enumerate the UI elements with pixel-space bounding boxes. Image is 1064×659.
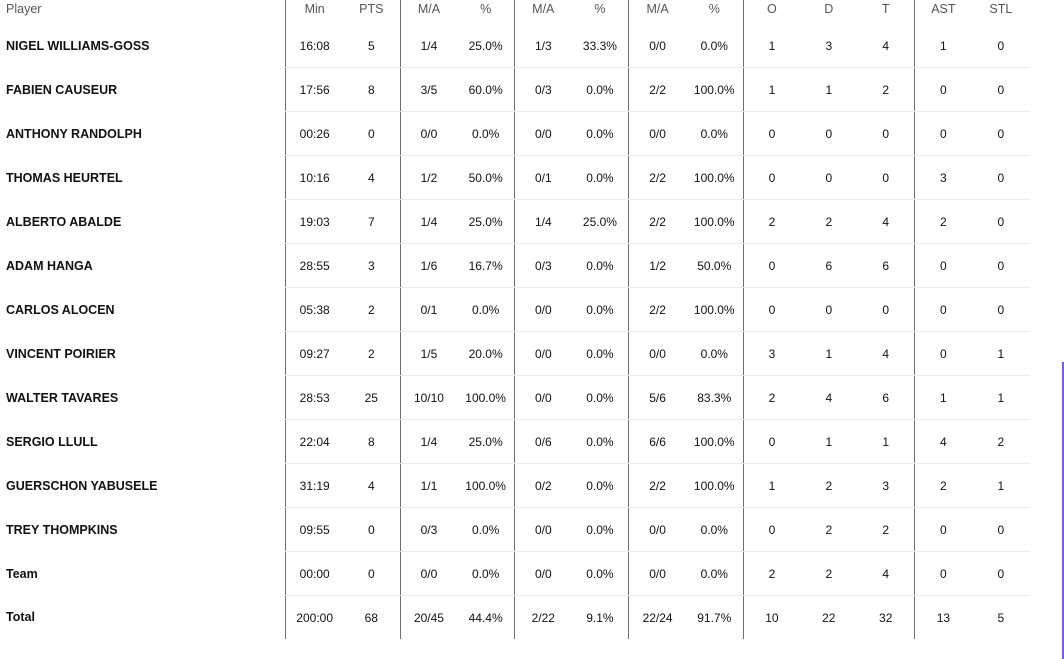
defensive-rebounds-cell: 1 <box>800 332 857 376</box>
ft-pct-cell: 0.0% <box>686 332 743 376</box>
steals-cell: 0 <box>972 508 1030 552</box>
table-row <box>0 596 1030 640</box>
column-header-min[interactable]: Min <box>286 0 343 24</box>
table-row <box>0 68 1030 112</box>
two-pt-made-attempted-cell: 0/1 <box>400 288 457 332</box>
two-pt-pct-cell: 20.0% <box>457 332 514 376</box>
three-pt-pct-cell: 0.0% <box>572 552 629 596</box>
steals-cell: 5 <box>997 610 1005 625</box>
ft-made-attempted-cell: 2/2 <box>629 68 686 112</box>
player-name-cell[interactable]: THOMAS HEURTEL <box>6 170 123 185</box>
ft-pct-cell: 0.0% <box>686 112 743 156</box>
three-pt-made-attempted-cell: 0/6 <box>514 420 571 464</box>
assists-cell: 0 <box>915 288 972 332</box>
column-header-pts[interactable]: PTS <box>359 2 384 16</box>
points-cell: 25 <box>343 376 400 420</box>
two-pt-pct-cell: 0.0% <box>457 508 514 552</box>
player-name-cell[interactable]: FABIEN CAUSEUR <box>6 82 118 97</box>
ft-pct-cell: 0.0% <box>686 508 743 552</box>
two-pt-pct-cell: 60.0% <box>457 68 514 112</box>
ft-made-attempted-cell: 0/0 <box>629 552 686 596</box>
ft-pct-cell: 0.0% <box>686 552 743 596</box>
ft-made-attempted-cell: 0/0 <box>629 332 686 376</box>
minutes-cell: 09:27 <box>286 332 343 376</box>
ft-pct-cell: 100.0% <box>686 464 743 508</box>
ft-made-attempted-cell: 2/2 <box>629 464 686 508</box>
defensive-rebounds-cell: 3 <box>800 24 857 68</box>
two-pt-made-attempted-cell: 10/10 <box>400 376 457 420</box>
two-pt-pct-cell: 25.0% <box>457 420 514 464</box>
minutes-cell: 17:56 <box>286 68 343 112</box>
column-header-ft-pct[interactable]: % <box>708 2 720 16</box>
offensive-rebounds-cell: 1 <box>743 464 800 508</box>
column-header-total-rebounds[interactable]: T <box>881 2 890 16</box>
offensive-rebounds-cell: 0 <box>743 420 800 464</box>
points-cell: 0 <box>343 112 400 156</box>
points-cell: 4 <box>343 464 400 508</box>
total-rebounds-cell: 3 <box>857 464 914 508</box>
three-pt-pct-cell: 0.0% <box>572 68 629 112</box>
defensive-rebounds-cell: 0 <box>800 112 857 156</box>
three-pt-pct-cell: 9.1% <box>586 610 614 625</box>
assists-cell: 4 <box>915 420 972 464</box>
three-pt-made-attempted-cell: 0/0 <box>514 552 571 596</box>
offensive-rebounds-cell: 10 <box>743 596 800 640</box>
three-pt-made-attempted-cell: 0/2 <box>514 464 571 508</box>
assists-cell: 2 <box>915 464 972 508</box>
three-pt-pct-cell: 0.0% <box>572 244 629 288</box>
minutes-cell: 28:55 <box>286 244 343 288</box>
two-pt-pct-cell: 0.0% <box>457 288 514 332</box>
three-pt-pct-cell: 33.3% <box>572 24 629 68</box>
points-cell: 4 <box>343 156 400 200</box>
player-name-cell[interactable]: ALBERTO ABALDE <box>6 214 122 229</box>
offensive-rebounds-cell: 2 <box>743 200 800 244</box>
points-cell: 7 <box>343 200 400 244</box>
total-rebounds-cell: 4 <box>857 200 914 244</box>
three-pt-made-attempted-cell: 0/1 <box>514 156 571 200</box>
points-cell: 8 <box>343 420 400 464</box>
two-pt-made-attempted-cell: 1/2 <box>400 156 457 200</box>
table-row <box>0 552 1030 596</box>
steals-cell: 0 <box>972 288 1030 332</box>
three-pt-pct-cell: 0.0% <box>572 508 629 552</box>
player-rows <box>0 24 1030 639</box>
three-pt-made-attempted-cell: 0/0 <box>514 112 571 156</box>
column-header-steals[interactable]: STL <box>989 2 1013 16</box>
three-pt-pct-cell: 0.0% <box>572 156 629 200</box>
minutes-cell: 09:55 <box>286 508 343 552</box>
three-pt-made-attempted-cell: 1/4 <box>514 200 571 244</box>
column-header-3pt-made-attempted[interactable]: M/A <box>514 0 571 24</box>
ft-made-attempted-cell: 6/6 <box>629 420 686 464</box>
two-pt-pct-cell: 0.0% <box>457 552 514 596</box>
ft-made-attempted-cell: 2/2 <box>629 156 686 200</box>
table-row <box>0 112 1030 156</box>
three-pt-pct-cell: 0.0% <box>572 112 629 156</box>
total-rebounds-cell: 0 <box>857 288 914 332</box>
assists-cell: 1 <box>915 24 972 68</box>
points-cell: 2 <box>343 288 400 332</box>
table-row <box>0 376 1030 420</box>
total-rebounds-cell: 32 <box>879 610 893 625</box>
offensive-rebounds-cell: 0 <box>743 288 800 332</box>
defensive-rebounds-cell: 4 <box>800 376 857 420</box>
steals-cell: 1 <box>972 376 1030 420</box>
total-rebounds-cell: 4 <box>857 332 914 376</box>
assists-cell: 0 <box>915 244 972 288</box>
two-pt-made-attempted-cell: 0/3 <box>400 508 457 552</box>
player-name-cell[interactable]: GUERSCHON YABUSELE <box>6 478 158 493</box>
ft-made-attempted-cell: 22/24 <box>629 596 686 640</box>
assists-cell: 13 <box>915 596 972 640</box>
minutes-cell: 16:08 <box>286 24 343 68</box>
ft-pct-cell: 50.0% <box>686 244 743 288</box>
ft-made-attempted-cell: 2/2 <box>629 200 686 244</box>
offensive-rebounds-cell: 1 <box>743 24 800 68</box>
two-pt-pct-cell: 44.4% <box>468 610 503 625</box>
column-header-offensive-rebounds[interactable]: O <box>743 0 800 24</box>
minutes-cell: 00:26 <box>286 112 343 156</box>
player-name-cell[interactable]: Team <box>6 566 38 581</box>
offensive-rebounds-cell: 3 <box>743 332 800 376</box>
minutes-cell: 19:03 <box>286 200 343 244</box>
points-cell: 5 <box>343 24 400 68</box>
steals-cell: 0 <box>972 200 1030 244</box>
three-pt-made-attempted-cell: 0/0 <box>514 288 571 332</box>
player-name-cell[interactable]: SERGIO LLULL <box>6 434 98 449</box>
table-row <box>0 200 1030 244</box>
total-rebounds-cell: 0 <box>857 156 914 200</box>
assists-cell: 0 <box>915 332 972 376</box>
defensive-rebounds-cell: 2 <box>800 200 857 244</box>
steals-cell: 0 <box>972 552 1030 596</box>
player-name-cell[interactable]: Total <box>6 610 35 625</box>
two-pt-made-attempted-cell: 3/5 <box>400 68 457 112</box>
ft-made-attempted-cell: 0/0 <box>629 24 686 68</box>
two-pt-made-attempted-cell: 1/5 <box>400 332 457 376</box>
ft-pct-cell: 100.0% <box>686 200 743 244</box>
two-pt-made-attempted-cell: 1/4 <box>400 420 457 464</box>
ft-made-attempted-cell: 2/2 <box>629 288 686 332</box>
player-name-cell[interactable]: TREY THOMPKINS <box>6 522 118 537</box>
defensive-rebounds-cell: 0 <box>800 156 857 200</box>
total-rebounds-cell: 2 <box>857 508 914 552</box>
defensive-rebounds-cell: 2 <box>800 508 857 552</box>
minutes-cell: 28:53 <box>286 376 343 420</box>
ft-made-attempted-cell: 5/6 <box>629 376 686 420</box>
column-header-assists[interactable]: AST <box>915 0 972 24</box>
defensive-rebounds-cell: 0 <box>800 288 857 332</box>
points-cell: 0 <box>343 552 400 596</box>
offensive-rebounds-cell: 0 <box>743 508 800 552</box>
offensive-rebounds-cell: 1 <box>743 68 800 112</box>
two-pt-pct-cell: 25.0% <box>457 24 514 68</box>
three-pt-made-attempted-cell: 0/0 <box>514 332 571 376</box>
table-row <box>0 244 1030 288</box>
two-pt-made-attempted-cell: 1/1 <box>400 464 457 508</box>
assists-cell: 0 <box>915 552 972 596</box>
header-row <box>0 0 1030 24</box>
two-pt-pct-cell: 16.7% <box>457 244 514 288</box>
three-pt-pct-cell: 0.0% <box>572 420 629 464</box>
offensive-rebounds-cell: 0 <box>743 156 800 200</box>
ft-pct-cell: 83.3% <box>686 376 743 420</box>
table-row <box>0 332 1030 376</box>
total-rebounds-cell: 6 <box>857 376 914 420</box>
table-row <box>0 508 1030 552</box>
player-name-cell[interactable]: NIGEL WILLIAMS-GOSS <box>6 38 150 53</box>
steals-cell: 1 <box>972 464 1030 508</box>
offensive-rebounds-cell: 0 <box>743 112 800 156</box>
two-pt-made-attempted-cell: 0/0 <box>400 112 457 156</box>
points-cell: 68 <box>364 610 378 625</box>
three-pt-made-attempted-cell: 0/0 <box>514 508 571 552</box>
two-pt-made-attempted-cell: 1/4 <box>400 200 457 244</box>
ft-pct-cell: 100.0% <box>686 288 743 332</box>
assists-cell: 0 <box>915 508 972 552</box>
defensive-rebounds-cell: 2 <box>800 552 857 596</box>
three-pt-made-attempted-cell: 0/3 <box>514 244 571 288</box>
ft-pct-cell: 100.0% <box>686 420 743 464</box>
ft-pct-cell: 91.7% <box>697 610 732 625</box>
column-header-2pt-made-attempted[interactable]: M/A <box>400 0 457 24</box>
column-header-ft-made-attempted[interactable]: M/A <box>629 0 686 24</box>
two-pt-made-attempted-cell: 1/4 <box>400 24 457 68</box>
offensive-rebounds-cell: 2 <box>743 552 800 596</box>
defensive-rebounds-cell: 1 <box>800 420 857 464</box>
player-name-cell[interactable]: WALTER TAVARES <box>6 390 119 405</box>
offensive-rebounds-cell: 2 <box>743 376 800 420</box>
player-name-cell[interactable]: ANTHONY RANDOLPH <box>6 126 142 141</box>
player-name-cell[interactable]: ADAM HANGA <box>6 258 93 273</box>
assists-cell: 0 <box>915 112 972 156</box>
steals-cell: 0 <box>972 244 1030 288</box>
steals-cell: 0 <box>972 24 1030 68</box>
column-header-2pt-pct[interactable]: % <box>480 2 492 16</box>
column-header-player[interactable]: Player <box>6 2 42 16</box>
table-row <box>0 24 1030 68</box>
assists-cell: 2 <box>915 200 972 244</box>
total-rebounds-cell: 0 <box>857 112 914 156</box>
two-pt-pct-cell: 100.0% <box>457 376 514 420</box>
three-pt-pct-cell: 0.0% <box>572 332 629 376</box>
table-row <box>0 464 1030 508</box>
ft-pct-cell: 100.0% <box>686 68 743 112</box>
ft-made-attempted-cell: 1/2 <box>629 244 686 288</box>
offensive-rebounds-cell: 0 <box>743 244 800 288</box>
steals-cell: 0 <box>972 68 1030 112</box>
two-pt-pct-cell: 50.0% <box>457 156 514 200</box>
three-pt-pct-cell: 0.0% <box>572 464 629 508</box>
three-pt-made-attempted-cell: 2/22 <box>514 596 571 640</box>
points-cell: 0 <box>343 508 400 552</box>
two-pt-made-attempted-cell: 0/0 <box>400 552 457 596</box>
total-rebounds-cell: 2 <box>857 68 914 112</box>
defensive-rebounds-cell: 22 <box>822 610 836 625</box>
three-pt-pct-cell: 0.0% <box>572 288 629 332</box>
points-cell: 3 <box>343 244 400 288</box>
two-pt-made-attempted-cell: 20/45 <box>400 596 457 640</box>
minutes-cell: 00:00 <box>286 552 343 596</box>
column-header-3pt-pct[interactable]: % <box>594 2 606 16</box>
assists-cell: 3 <box>915 156 972 200</box>
points-cell: 8 <box>343 68 400 112</box>
player-name-cell[interactable]: CARLOS ALOCEN <box>6 302 115 317</box>
two-pt-pct-cell: 100.0% <box>457 464 514 508</box>
defensive-rebounds-cell: 6 <box>800 244 857 288</box>
minutes-cell: 31:19 <box>286 464 343 508</box>
minutes-cell: 05:38 <box>286 288 343 332</box>
total-rebounds-cell: 4 <box>857 24 914 68</box>
table-row <box>0 156 1030 200</box>
defensive-rebounds-cell: 2 <box>800 464 857 508</box>
three-pt-made-attempted-cell: 0/0 <box>514 376 571 420</box>
table-row <box>0 420 1030 464</box>
ft-pct-cell: 100.0% <box>686 156 743 200</box>
ft-made-attempted-cell: 0/0 <box>629 112 686 156</box>
assists-cell: 0 <box>915 68 972 112</box>
table-row <box>0 288 1030 332</box>
total-rebounds-cell: 6 <box>857 244 914 288</box>
ft-made-attempted-cell: 0/0 <box>629 508 686 552</box>
two-pt-pct-cell: 25.0% <box>457 200 514 244</box>
two-pt-made-attempted-cell: 1/6 <box>400 244 457 288</box>
total-rebounds-cell: 4 <box>857 552 914 596</box>
three-pt-pct-cell: 0.0% <box>572 376 629 420</box>
steals-cell: 1 <box>972 332 1030 376</box>
minutes-cell: 10:16 <box>286 156 343 200</box>
two-pt-pct-cell: 0.0% <box>457 112 514 156</box>
steals-cell: 2 <box>972 420 1030 464</box>
three-pt-made-attempted-cell: 1/3 <box>514 24 571 68</box>
column-header-defensive-rebounds[interactable]: D <box>824 2 834 16</box>
three-pt-pct-cell: 25.0% <box>572 200 629 244</box>
total-rebounds-cell: 1 <box>857 420 914 464</box>
minutes-cell: 200:00 <box>286 596 343 640</box>
assists-cell: 1 <box>915 376 972 420</box>
three-pt-made-attempted-cell: 0/3 <box>514 68 571 112</box>
points-cell: 2 <box>343 332 400 376</box>
ft-pct-cell: 0.0% <box>686 24 743 68</box>
minutes-cell: 22:04 <box>286 420 343 464</box>
defensive-rebounds-cell: 1 <box>800 68 857 112</box>
player-name-cell[interactable]: VINCENT POIRIER <box>6 346 116 361</box>
steals-cell: 0 <box>972 112 1030 156</box>
steals-cell: 0 <box>972 156 1030 200</box>
